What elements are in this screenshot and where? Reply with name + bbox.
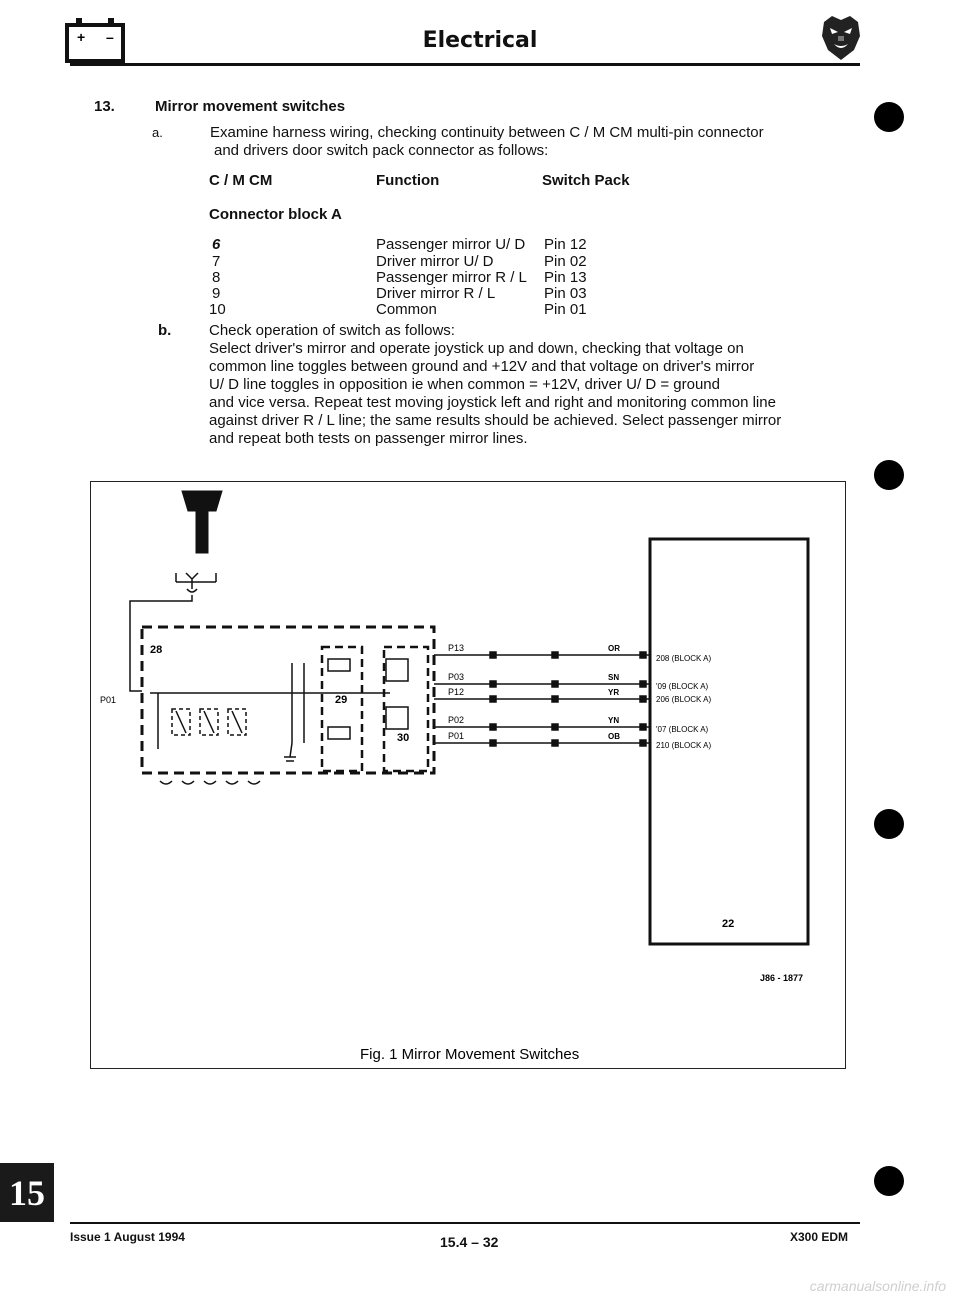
block-pin-label: 210 (BLOCK A) (656, 741, 712, 750)
step-b-line: Select driver's mirror and operate joystick up and down, checking that voltage on (209, 340, 744, 357)
section-title: Mirror movement switches (155, 98, 346, 115)
wire-color-label: YN (608, 716, 620, 725)
page-number: 15.4 – 32 (440, 1234, 499, 1250)
svg-text:–: – (106, 29, 114, 45)
switch-pack-28 (142, 627, 434, 773)
row-switch: Pin 12 (544, 236, 587, 253)
step-b-text (209, 322, 809, 448)
component-29-label: 29 (335, 694, 348, 706)
footer-issue: Issue 1 August 1994 (70, 1230, 185, 1244)
row-switch: Pin 02 (544, 253, 587, 270)
figure-caption: Fig. 1 Mirror Movement Switches (360, 1046, 580, 1063)
row-pin: 10 (209, 301, 226, 318)
row-function: Passenger mirror U/ D (376, 236, 526, 253)
row-pin: 9 (212, 285, 221, 302)
binding-hole-icon (874, 460, 904, 490)
row-pin: 6 (212, 236, 221, 253)
row-function: Driver mirror U/ D (376, 253, 494, 270)
pin-label: P12 (448, 687, 465, 697)
fuse-icon (182, 491, 222, 553)
table-subheader: Connector block A (209, 206, 342, 223)
binding-hole-icon (874, 809, 904, 839)
pin-label: P01 (448, 731, 465, 741)
row-function: Driver mirror R / L (376, 285, 496, 302)
row-pin: 7 (212, 253, 221, 270)
switch-contacts (150, 663, 390, 761)
watermark: carmanualsonline.info (809, 1278, 946, 1294)
step-a-line-2: and drivers door switch pack connector as follows: (214, 142, 549, 159)
jaguar-logo-icon (818, 14, 864, 62)
wire-color-label: OR (608, 644, 620, 653)
chapter-tab: 15 (0, 1163, 54, 1222)
block-pin-label: 206 (BLOCK A) (656, 695, 712, 704)
left-pin-label: P01 (100, 695, 117, 705)
bottom-pins-icon (160, 781, 260, 784)
table-header-function: Function (376, 172, 440, 189)
binding-hole-icon (874, 102, 904, 132)
component-28-label: 28 (150, 644, 163, 656)
row-function: Passenger mirror R / L (376, 269, 527, 286)
step-a-line-1: Examine harness wiring, checking continuity between C / M CM multi-pin connector (210, 124, 764, 141)
block-pin-label: '09 (BLOCK A) (656, 682, 709, 691)
header-rule (70, 63, 860, 66)
step-b-label: b. (158, 322, 172, 339)
row-switch: Pin 13 (544, 269, 587, 286)
wiring-diagram (90, 481, 846, 1069)
footer-rule (70, 1222, 860, 1224)
row-switch: Pin 03 (544, 285, 587, 302)
step-b-line: common line toggles between ground and +12V and that voltage on driver's mirror (209, 358, 755, 375)
binding-hole-icon (874, 1166, 904, 1196)
wire-color-label: YR (608, 688, 620, 697)
block-pin-label: 208 (BLOCK A) (656, 654, 712, 663)
component-30-label: 30 (397, 732, 410, 744)
pin-label: P03 (448, 672, 465, 682)
step-b-line: and vice versa. Repeat test moving joystick left and right and monitoring common line (209, 394, 776, 411)
pin-label: P02 (448, 715, 465, 725)
figure-ref: J86 - 1877 (760, 973, 804, 983)
section-number: 13. (94, 98, 115, 115)
block-pin-label: '07 (BLOCK A) (656, 725, 709, 734)
step-b-line: U/ D line toggles in opposition ie when common = +12V, driver U/ D = ground (209, 376, 720, 393)
wire-color-label: SN (608, 673, 620, 682)
row-pin: 8 (212, 269, 221, 286)
wire-color-label: OB (608, 732, 620, 741)
row-switch: Pin 01 (544, 301, 587, 318)
step-a-label: a. (152, 125, 163, 140)
component-22-label: 22 (722, 918, 735, 930)
battery-icon (64, 18, 126, 64)
pin-label: P13 (448, 643, 465, 653)
step-b-line: and repeat both tests on passenger mirror lines. (209, 430, 528, 447)
svg-text:+: + (77, 29, 86, 45)
page-title: Electrical (422, 28, 538, 53)
step-b-line: Check operation of switch as follows: (209, 322, 455, 339)
footer-doc-code: X300 EDM (790, 1230, 849, 1244)
row-function: Common (376, 301, 437, 318)
table-header-switch-pack: Switch Pack (542, 172, 630, 189)
table-header-cmcm: C / M CM (209, 172, 273, 189)
relay-29 (322, 647, 428, 771)
step-b-line: against driver R / L line; the same results should be achieved. Select passenger mirror (209, 412, 782, 429)
